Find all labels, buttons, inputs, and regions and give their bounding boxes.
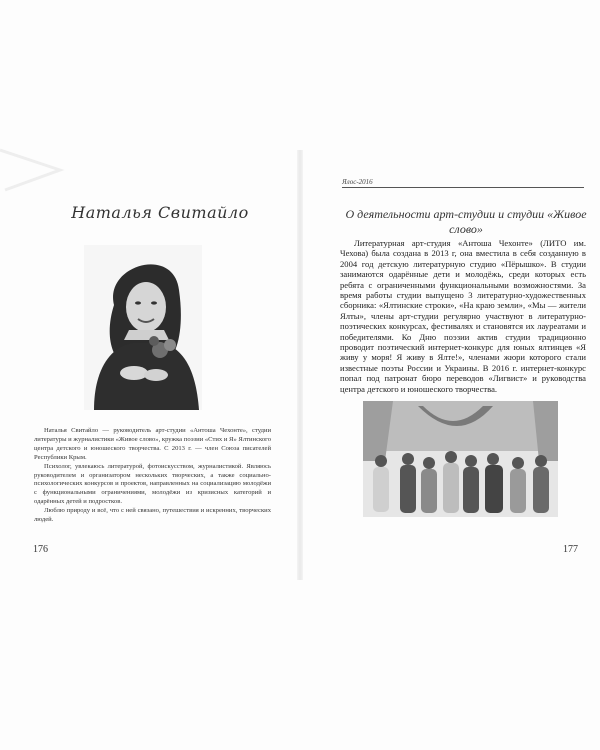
page-number: 176 — [33, 544, 48, 555]
bleed-through-mark — [0, 140, 70, 200]
page-number: 177 — [563, 544, 578, 555]
author-bio — [34, 427, 271, 525]
bio-paragraph: Наталья Свитайло — руководитель арт-студии «Антоша Чехонте», студии литературы и журналистики «Живое слово», кружка поэзии «Стих и Я» Ялтинского центра детского и юношеского творчества. С 2013 г. — член Союза писателей Республики Крым. — [34, 427, 271, 461]
author-portrait-photo — [84, 245, 202, 410]
article-body — [340, 238, 586, 394]
author-name: Наталья Свитайло — [71, 203, 249, 222]
group-photo — [363, 401, 558, 517]
bio-paragraph: Психолог, увлекаюсь литературой, фотоискусством, журналистикой. Являюсь руководителем и организатором нескольких творческих, а также социально-психологических конкурсов и проектов, направленных на социализацию молодёжи с функциональными ограничениями, молодёжи из кризисных категорий и одарённых детей и подростков. — [34, 462, 271, 506]
running-head-rule — [342, 187, 584, 188]
article-title: О деятельности арт-студии и студии «Живое слово» — [345, 207, 587, 236]
right-page — [300, 0, 600, 750]
bio-paragraph: Люблю природу и всё, что с ней связано, путешествия и искренних, творческих людей. — [34, 507, 271, 524]
article-paragraph: Литературная арт-студия «Антоша Чехонте» (ЛИТО им. Чехова) была создана в 2013 г, она вместила в себя созданную в 2004 год детскую литературную студию «Пёрышко». В студии занимаются одарённые дети и молодёжь, среди которых есть ребята с ограниченными функциональными возможностями. За время работы студии выпущено 3 литературно-художественных сборника: «Ялтинские строки», «На краю земли», «Мы — жители Ялты», члены арт-студии регулярно участвуют в литературно-поэтических конкурсах, фестивалях и становятся их лауреатами и победителями. Ко Дню поэзии актив студии традиционно проводит поэтический интернет-конкурс для юных ялтинцев «Я живу у моря! Я живу в Ялте!», членами жюри которого стали известные поэты России и Украины. В 2016 г. интернет-конкурс попал под патронат бюро переводов «Лигвист» и руководства центра детского и юношеского творчества. — [340, 238, 586, 394]
running-head: Ялос-2016 — [342, 178, 373, 186]
